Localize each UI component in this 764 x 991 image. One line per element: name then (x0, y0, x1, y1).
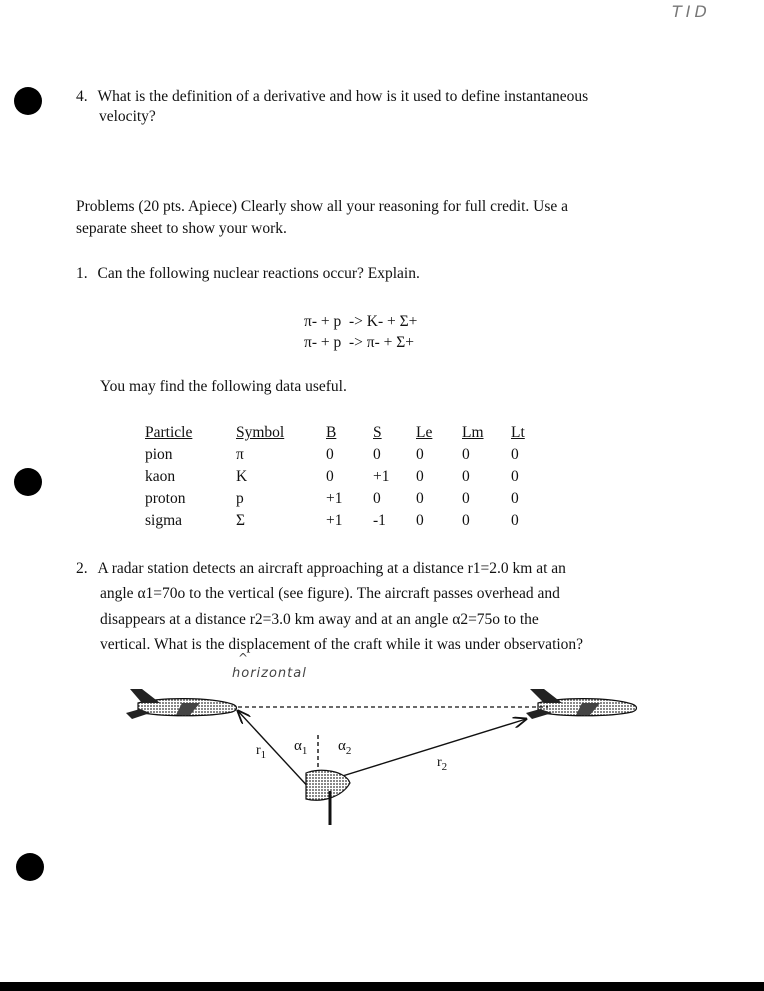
table-row (145, 444, 541, 466)
problem-number: 1. (76, 265, 88, 282)
label-r1-subscript: 1 (260, 748, 267, 761)
label-alpha1 (294, 733, 307, 764)
table-cell: +1 (373, 468, 390, 485)
table-cell: 0 (416, 446, 424, 463)
table-cell: pion (145, 446, 173, 463)
label-alpha2 (338, 733, 351, 764)
table-cell: 0 (511, 468, 519, 485)
particle-table (145, 422, 541, 532)
data-note: You may find the following data useful. (100, 378, 347, 395)
table-cell: 0 (462, 446, 470, 463)
problem-number: 2. (76, 560, 88, 577)
table-row (145, 510, 541, 532)
problem-text: Can the following nuclear reactions occur? Explain. (97, 265, 420, 282)
label-alpha2-subscript: 2 (345, 745, 352, 757)
radar-figure (120, 675, 660, 830)
label-r2-symbol: r (437, 755, 442, 770)
question-4 (76, 84, 696, 110)
label-r2-subscript: 2 (441, 760, 448, 773)
table-header-row (145, 422, 541, 444)
binder-hole-bottom (16, 853, 44, 881)
problem-1 (76, 261, 420, 287)
header-symbol: Symbol (236, 424, 285, 441)
table-cell: 0 (511, 512, 519, 529)
header-lm: Lm (462, 424, 484, 441)
table-cell: 0 (462, 490, 470, 507)
aircraft-right-icon (526, 689, 637, 719)
corner-mark: TID (672, 2, 711, 21)
table-cell: 0 (462, 468, 470, 485)
label-r1 (256, 738, 266, 768)
table-cell: 0 (416, 468, 424, 485)
question-text-line1: What is the definition of a derivative and how is it used to define instantaneous (97, 88, 589, 105)
problem-2-line4: vertical. What is the displacement of the craft while it was under observation? (100, 636, 584, 653)
header-b: B (326, 424, 337, 441)
header-lt: Lt (511, 424, 525, 441)
problem-2-line3: disappears at a distance r2=3.0 km away and at an angle α2=75o to the (100, 611, 539, 628)
reaction-1: π- + p -> K- + Σ+ (304, 313, 418, 330)
table-cell: Σ (236, 512, 246, 529)
table-cell: p (236, 490, 244, 507)
table-cell: 0 (511, 490, 519, 507)
binder-hole-top (14, 87, 42, 115)
table-cell: +1 (326, 490, 343, 507)
table-cell: -1 (373, 512, 386, 529)
header-particle: Particle (145, 424, 193, 441)
scan-bottom-edge (0, 982, 764, 991)
header-s: S (373, 424, 382, 441)
label-alpha1-subscript: 1 (301, 745, 308, 757)
question-number: 4. (76, 88, 88, 105)
header-le: Le (416, 424, 433, 441)
problems-header-line2: separate sheet to show your work. (76, 220, 287, 237)
table-cell: sigma (145, 512, 183, 529)
problem-text-line1: A radar station detects an aircraft approaching at a distance r1=2.0 km at an (97, 560, 566, 577)
table-row (145, 488, 541, 510)
label-alpha1-symbol: α (294, 738, 302, 754)
problems-header-line1: Problems (20 pts. Apiece) Clearly show all your reasoning for full credit. Use a (76, 198, 569, 215)
problem-2-line2: angle α1=70o to the vertical (see figure). The aircraft passes overhead and (100, 585, 560, 602)
table-cell: 0 (416, 512, 424, 529)
table-cell: 0 (416, 490, 424, 507)
table-cell: 0 (462, 512, 470, 529)
handwritten-caret: ^ (238, 651, 249, 665)
table-cell: π (236, 446, 244, 463)
reaction-2: π- + p -> π- + Σ+ (304, 334, 414, 351)
table-cell: 0 (326, 446, 334, 463)
aircraft-left-icon (126, 689, 237, 719)
table-row (145, 466, 541, 488)
table-cell: K (236, 468, 248, 485)
label-r2 (437, 750, 447, 780)
label-r1-symbol: r (256, 743, 261, 758)
table-cell: 0 (373, 446, 381, 463)
table-cell: 0 (511, 446, 519, 463)
binder-hole-middle (14, 468, 42, 496)
table-cell: 0 (373, 490, 381, 507)
table-cell: proton (145, 490, 186, 507)
question-4-line2: velocity? (99, 108, 156, 125)
handwritten-horizontal-note: horizontal (232, 666, 307, 681)
radar-dish-icon (306, 770, 350, 825)
table-cell: 0 (326, 468, 334, 485)
label-alpha2-symbol: α (338, 738, 346, 754)
table-cell: +1 (326, 512, 343, 529)
problem-2 (76, 556, 676, 582)
table-cell: kaon (145, 468, 176, 485)
